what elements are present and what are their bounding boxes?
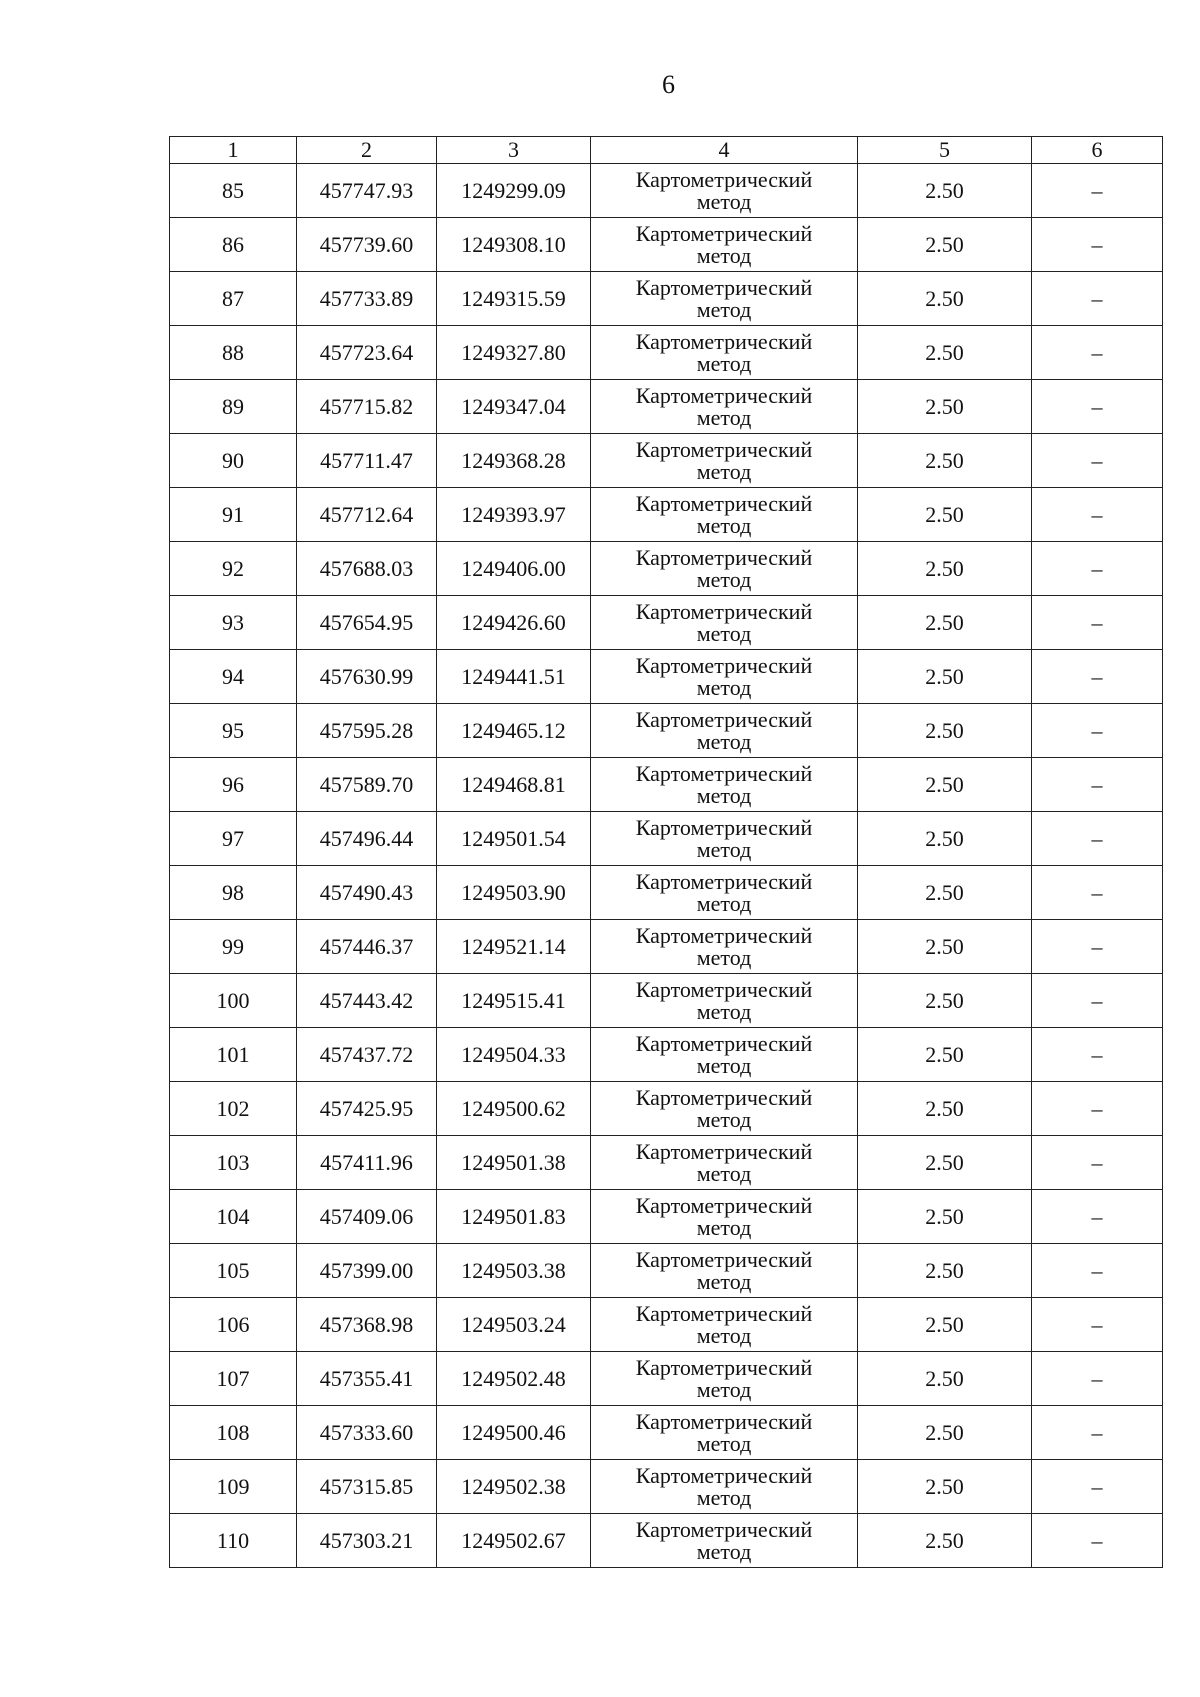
method-cell — [591, 758, 858, 812]
y-coordinate-cell: 1249308.10 — [437, 218, 591, 272]
x-coordinate-cell: 457739.60 — [297, 218, 437, 272]
column-header-1: 1 — [170, 137, 297, 164]
table-row — [170, 1460, 1163, 1514]
point-number-cell: 91 — [170, 488, 297, 542]
point-number-cell: 110 — [170, 1514, 297, 1568]
method-cell — [591, 326, 858, 380]
table-row — [170, 434, 1163, 488]
method-text-line1: Картометрический — [635, 1030, 813, 1056]
y-coordinate-cell: 1249501.38 — [437, 1136, 591, 1190]
method-text-line1: Картометрический — [635, 1516, 813, 1542]
accuracy-cell: 2.50 — [858, 164, 1032, 218]
y-coordinate-cell: 1249315.59 — [437, 272, 591, 326]
x-coordinate-cell: 457368.98 — [297, 1298, 437, 1352]
y-coordinate-cell: 1249347.04 — [437, 380, 591, 434]
x-coordinate-cell: 457589.70 — [297, 758, 437, 812]
y-coordinate-cell: 1249503.38 — [437, 1244, 591, 1298]
table-row — [170, 272, 1163, 326]
table-row — [170, 650, 1163, 704]
method-text-line2: метод — [696, 188, 752, 214]
note-cell: – — [1032, 1406, 1163, 1460]
y-coordinate-cell: 1249503.90 — [437, 866, 591, 920]
x-coordinate-cell: 457409.06 — [297, 1190, 437, 1244]
point-number-cell: 102 — [170, 1082, 297, 1136]
method-text-line2: метод — [696, 620, 752, 646]
accuracy-cell: 2.50 — [858, 1460, 1032, 1514]
point-number-cell: 107 — [170, 1352, 297, 1406]
accuracy-cell: 2.50 — [858, 380, 1032, 434]
y-coordinate-cell: 1249441.51 — [437, 650, 591, 704]
method-text-line2: метод — [696, 1214, 752, 1240]
note-cell: – — [1032, 974, 1163, 1028]
y-coordinate-cell: 1249368.28 — [437, 434, 591, 488]
method-cell — [591, 1406, 858, 1460]
method-cell — [591, 866, 858, 920]
method-text-line1: Картометрический — [635, 922, 813, 948]
accuracy-cell: 2.50 — [858, 974, 1032, 1028]
accuracy-cell: 2.50 — [858, 1352, 1032, 1406]
method-cell — [591, 434, 858, 488]
x-coordinate-cell: 457747.93 — [297, 164, 437, 218]
method-cell — [591, 1514, 858, 1568]
point-number-cell: 86 — [170, 218, 297, 272]
y-coordinate-cell: 1249502.38 — [437, 1460, 591, 1514]
x-coordinate-cell: 457712.64 — [297, 488, 437, 542]
method-text-line1: Картометрический — [635, 166, 813, 192]
x-coordinate-cell: 457490.43 — [297, 866, 437, 920]
table-row — [170, 974, 1163, 1028]
table-row — [170, 1298, 1163, 1352]
header-row — [170, 137, 1163, 164]
x-coordinate-cell: 457446.37 — [297, 920, 437, 974]
y-coordinate-cell: 1249504.33 — [437, 1028, 591, 1082]
x-coordinate-cell: 457355.41 — [297, 1352, 437, 1406]
x-coordinate-cell: 457630.99 — [297, 650, 437, 704]
method-cell — [591, 488, 858, 542]
method-text-line2: метод — [696, 1430, 752, 1456]
method-text-line2: метод — [696, 404, 752, 430]
note-cell: – — [1032, 218, 1163, 272]
method-cell — [591, 1190, 858, 1244]
point-number-cell: 100 — [170, 974, 297, 1028]
note-cell: – — [1032, 704, 1163, 758]
page-number: 6 — [662, 70, 675, 99]
method-text-line1: Картометрический — [635, 814, 813, 840]
method-text-line1: Картометрический — [635, 598, 813, 624]
method-text-line2: метод — [696, 296, 752, 322]
method-text-line2: метод — [696, 782, 752, 808]
method-text-line2: метод — [696, 1376, 752, 1402]
note-cell: – — [1032, 1082, 1163, 1136]
point-number-cell: 109 — [170, 1460, 297, 1514]
table-row — [170, 488, 1163, 542]
table-row — [170, 1190, 1163, 1244]
note-cell: – — [1032, 1244, 1163, 1298]
y-coordinate-cell: 1249500.62 — [437, 1082, 591, 1136]
method-text-line1: Картометрический — [635, 706, 813, 732]
method-text-line1: Картометрический — [635, 1300, 813, 1326]
note-cell: – — [1032, 758, 1163, 812]
x-coordinate-cell: 457315.85 — [297, 1460, 437, 1514]
x-coordinate-cell: 457688.03 — [297, 542, 437, 596]
note-cell: – — [1032, 1190, 1163, 1244]
method-cell — [591, 1352, 858, 1406]
table-row — [170, 1514, 1163, 1568]
method-text-line1: Картометрический — [635, 436, 813, 462]
table-row — [170, 1082, 1163, 1136]
point-number-cell: 108 — [170, 1406, 297, 1460]
note-cell: – — [1032, 164, 1163, 218]
accuracy-cell: 2.50 — [858, 704, 1032, 758]
table-row — [170, 218, 1163, 272]
accuracy-cell: 2.50 — [858, 326, 1032, 380]
method-cell — [591, 164, 858, 218]
point-number-cell: 88 — [170, 326, 297, 380]
method-text-line2: метод — [696, 1538, 752, 1564]
accuracy-cell: 2.50 — [858, 272, 1032, 326]
x-coordinate-cell: 457595.28 — [297, 704, 437, 758]
column-header-2: 2 — [297, 137, 437, 164]
point-number-cell: 90 — [170, 434, 297, 488]
note-cell: – — [1032, 596, 1163, 650]
accuracy-cell: 2.50 — [858, 1298, 1032, 1352]
point-number-cell: 94 — [170, 650, 297, 704]
note-cell: – — [1032, 542, 1163, 596]
method-text-line2: метод — [696, 350, 752, 376]
x-coordinate-cell: 457711.47 — [297, 434, 437, 488]
method-text-line2: метод — [696, 512, 752, 538]
method-cell — [591, 218, 858, 272]
x-coordinate-cell: 457715.82 — [297, 380, 437, 434]
method-text-line1: Картометрический — [635, 976, 813, 1002]
method-cell — [591, 1244, 858, 1298]
accuracy-cell: 2.50 — [858, 542, 1032, 596]
table-row — [170, 866, 1163, 920]
x-coordinate-cell: 457411.96 — [297, 1136, 437, 1190]
method-text-line2: метод — [696, 890, 752, 916]
table-row — [170, 920, 1163, 974]
note-cell: – — [1032, 1028, 1163, 1082]
point-number-cell: 92 — [170, 542, 297, 596]
note-cell: – — [1032, 812, 1163, 866]
note-cell: – — [1032, 1298, 1163, 1352]
table-row — [170, 164, 1163, 218]
point-number-cell: 105 — [170, 1244, 297, 1298]
accuracy-cell: 2.50 — [858, 812, 1032, 866]
point-number-cell: 89 — [170, 380, 297, 434]
y-coordinate-cell: 1249501.54 — [437, 812, 591, 866]
method-text-line1: Картометрический — [635, 1084, 813, 1110]
point-number-cell: 101 — [170, 1028, 297, 1082]
method-text-line1: Картометрический — [635, 328, 813, 354]
accuracy-cell: 2.50 — [858, 1190, 1032, 1244]
method-text-line1: Картометрический — [635, 490, 813, 516]
method-cell — [591, 1298, 858, 1352]
column-header-3: 3 — [437, 137, 591, 164]
note-cell: – — [1032, 1460, 1163, 1514]
accuracy-cell: 2.50 — [858, 1028, 1032, 1082]
method-text-line2: метод — [696, 242, 752, 268]
point-number-cell: 103 — [170, 1136, 297, 1190]
method-text-line1: Картометрический — [635, 274, 813, 300]
method-cell — [591, 812, 858, 866]
method-text-line2: метод — [696, 674, 752, 700]
table-row — [170, 1136, 1163, 1190]
method-cell — [591, 272, 858, 326]
accuracy-cell: 2.50 — [858, 596, 1032, 650]
method-cell — [591, 542, 858, 596]
accuracy-cell: 2.50 — [858, 1082, 1032, 1136]
method-text-line1: Картометрический — [635, 1462, 813, 1488]
y-coordinate-cell: 1249502.48 — [437, 1352, 591, 1406]
x-coordinate-cell: 457399.00 — [297, 1244, 437, 1298]
method-text-line2: метод — [696, 1106, 752, 1132]
point-number-cell: 95 — [170, 704, 297, 758]
accuracy-cell: 2.50 — [858, 866, 1032, 920]
method-cell — [591, 1136, 858, 1190]
method-cell — [591, 920, 858, 974]
method-cell — [591, 1460, 858, 1514]
method-text-line2: метод — [696, 944, 752, 970]
table-row — [170, 326, 1163, 380]
x-coordinate-cell: 457654.95 — [297, 596, 437, 650]
y-coordinate-cell: 1249465.12 — [437, 704, 591, 758]
method-text-line1: Картометрический — [635, 382, 813, 408]
table-row — [170, 1244, 1163, 1298]
method-text-line1: Картометрический — [635, 1192, 813, 1218]
point-number-cell: 85 — [170, 164, 297, 218]
method-cell — [591, 380, 858, 434]
method-text-line2: метод — [696, 728, 752, 754]
accuracy-cell: 2.50 — [858, 1136, 1032, 1190]
accuracy-cell: 2.50 — [858, 434, 1032, 488]
table-row — [170, 596, 1163, 650]
column-header-4: 4 — [591, 137, 858, 164]
accuracy-cell: 2.50 — [858, 920, 1032, 974]
note-cell: – — [1032, 434, 1163, 488]
accuracy-cell: 2.50 — [858, 218, 1032, 272]
note-cell: – — [1032, 380, 1163, 434]
point-number-cell: 99 — [170, 920, 297, 974]
method-text-line1: Картометрический — [635, 220, 813, 246]
method-text-line2: метод — [696, 1052, 752, 1078]
coordinates-table — [169, 136, 1163, 1568]
method-cell — [591, 704, 858, 758]
y-coordinate-cell: 1249426.60 — [437, 596, 591, 650]
column-header-6: 6 — [1032, 137, 1163, 164]
x-coordinate-cell: 457443.42 — [297, 974, 437, 1028]
note-cell: – — [1032, 920, 1163, 974]
note-cell: – — [1032, 1352, 1163, 1406]
point-number-cell: 97 — [170, 812, 297, 866]
table-row — [170, 812, 1163, 866]
method-text-line1: Картометрический — [635, 760, 813, 786]
note-cell: – — [1032, 326, 1163, 380]
method-text-line2: метод — [696, 998, 752, 1024]
y-coordinate-cell: 1249393.97 — [437, 488, 591, 542]
y-coordinate-cell: 1249503.24 — [437, 1298, 591, 1352]
note-cell: – — [1032, 1136, 1163, 1190]
note-cell: – — [1032, 1514, 1163, 1568]
method-text-line1: Картометрический — [635, 652, 813, 678]
method-cell — [591, 1028, 858, 1082]
method-cell — [591, 1082, 858, 1136]
point-number-cell: 104 — [170, 1190, 297, 1244]
y-coordinate-cell: 1249299.09 — [437, 164, 591, 218]
method-text-line2: метод — [696, 1484, 752, 1510]
table-row — [170, 1028, 1163, 1082]
y-coordinate-cell: 1249468.81 — [437, 758, 591, 812]
x-coordinate-cell: 457333.60 — [297, 1406, 437, 1460]
y-coordinate-cell: 1249501.83 — [437, 1190, 591, 1244]
method-cell — [591, 974, 858, 1028]
x-coordinate-cell: 457733.89 — [297, 272, 437, 326]
column-header-5: 5 — [858, 137, 1032, 164]
y-coordinate-cell: 1249521.14 — [437, 920, 591, 974]
note-cell: – — [1032, 272, 1163, 326]
method-text-line2: метод — [696, 836, 752, 862]
table-row — [170, 542, 1163, 596]
x-coordinate-cell: 457496.44 — [297, 812, 437, 866]
table-row — [170, 704, 1163, 758]
y-coordinate-cell: 1249500.46 — [437, 1406, 591, 1460]
point-number-cell: 106 — [170, 1298, 297, 1352]
point-number-cell: 87 — [170, 272, 297, 326]
table-row — [170, 758, 1163, 812]
method-text-line1: Картометрический — [635, 1246, 813, 1272]
method-text-line1: Картометрический — [635, 544, 813, 570]
accuracy-cell: 2.50 — [858, 650, 1032, 704]
method-text-line2: метод — [696, 1322, 752, 1348]
x-coordinate-cell: 457303.21 — [297, 1514, 437, 1568]
x-coordinate-cell: 457425.95 — [297, 1082, 437, 1136]
method-text-line1: Картометрический — [635, 1138, 813, 1164]
point-number-cell: 96 — [170, 758, 297, 812]
note-cell: – — [1032, 866, 1163, 920]
method-text-line2: метод — [696, 1268, 752, 1294]
table-header — [170, 137, 1163, 164]
method-text-line2: метод — [696, 566, 752, 592]
y-coordinate-cell: 1249327.80 — [437, 326, 591, 380]
table-body — [170, 164, 1163, 1568]
y-coordinate-cell: 1249515.41 — [437, 974, 591, 1028]
accuracy-cell: 2.50 — [858, 1514, 1032, 1568]
accuracy-cell: 2.50 — [858, 758, 1032, 812]
table-row — [170, 1352, 1163, 1406]
x-coordinate-cell: 457437.72 — [297, 1028, 437, 1082]
table-row — [170, 1406, 1163, 1460]
method-text-line1: Картометрический — [635, 1408, 813, 1434]
point-number-cell: 93 — [170, 596, 297, 650]
note-cell: – — [1032, 488, 1163, 542]
y-coordinate-cell: 1249502.67 — [437, 1514, 591, 1568]
method-text-line2: метод — [696, 1160, 752, 1186]
method-cell — [591, 596, 858, 650]
accuracy-cell: 2.50 — [858, 488, 1032, 542]
table-row — [170, 380, 1163, 434]
note-cell: – — [1032, 650, 1163, 704]
accuracy-cell: 2.50 — [858, 1406, 1032, 1460]
point-number-cell: 98 — [170, 866, 297, 920]
method-text-line2: метод — [696, 458, 752, 484]
method-text-line1: Картометрический — [635, 868, 813, 894]
method-text-line1: Картометрический — [635, 1354, 813, 1380]
accuracy-cell: 2.50 — [858, 1244, 1032, 1298]
method-cell — [591, 650, 858, 704]
y-coordinate-cell: 1249406.00 — [437, 542, 591, 596]
x-coordinate-cell: 457723.64 — [297, 326, 437, 380]
